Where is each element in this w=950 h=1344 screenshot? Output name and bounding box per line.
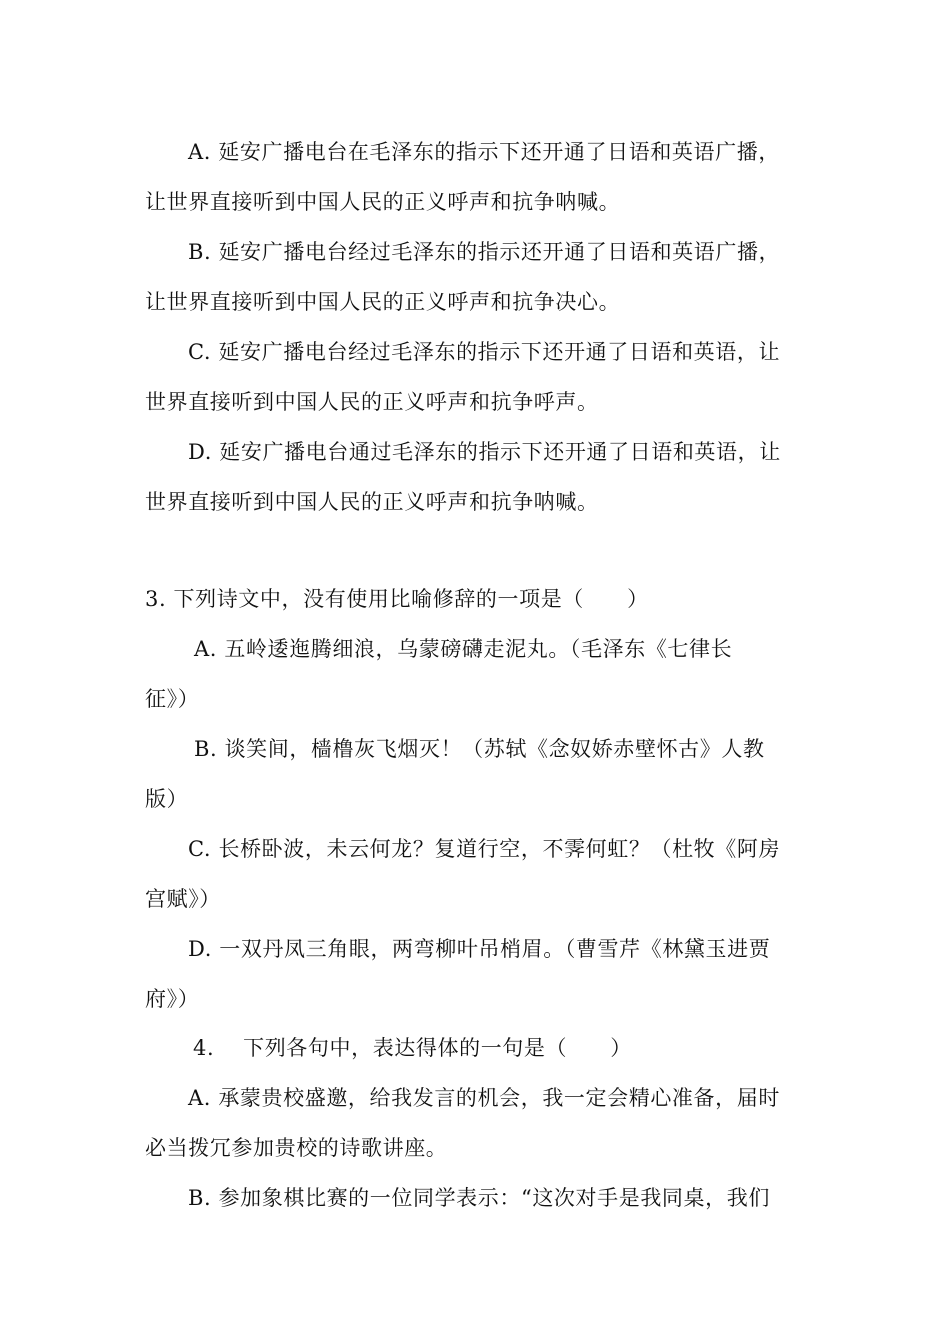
q2-option-a-line2: 让世界直接听到中国人民的正义呼声和抗争呐喊。 xyxy=(145,190,621,214)
q3-option-d-line2: 府》） xyxy=(145,987,200,1011)
q2-option-b-line2: 让世界直接听到中国人民的正义呼声和抗争决心。 xyxy=(145,290,621,314)
q3-stem: 3. 下列诗文中，没有使用比喻修辞的一项是（ ） xyxy=(145,587,649,611)
q2-option-c-line1: C. 延安广播电台经过毛泽东的指示下还开通了日语和英语，让 xyxy=(188,340,781,364)
q2-option-d-line1: D. 延安广播电台通过毛泽东的指示下还开通了日语和英语，让 xyxy=(188,440,781,464)
q4-option-a-line2: 必当拨冗参加贵校的诗歌讲座。 xyxy=(145,1136,448,1160)
q3-option-b-line1: B. 谈笑间，樯橹灰飞烟灭！（苏轼《念奴娇赤壁怀古》人教 xyxy=(194,737,765,761)
q3-option-b-line2: 版） xyxy=(145,787,189,811)
q3-option-d-line1: D. 一双丹凤三角眼，两弯柳叶吊梢眉。（曹雪芹《林黛玉进贾 xyxy=(188,937,771,961)
q2-option-d-line2: 世界直接听到中国人民的正义呼声和抗争呐喊。 xyxy=(145,490,599,514)
q3-option-a-line2: 征》） xyxy=(145,687,200,711)
q2-option-b-line1: B. 延安广播电台经过毛泽东的指示还开通了日语和英语广播， xyxy=(188,240,781,264)
q4-stem: 4. 下列各句中，表达得体的一句是（ ） xyxy=(193,1036,632,1060)
q4-option-a-line1: A. 承蒙贵校盛邀，给我发言的机会，我一定会精心准备，届时 xyxy=(188,1086,780,1110)
q2-option-a-line1: A. 延安广播电台在毛泽东的指示下还开通了日语和英语广播， xyxy=(188,140,780,164)
q4-option-b-line1: B. 参加象棋比赛的一位同学表示：“这次对手是我同桌，我们 xyxy=(188,1186,770,1210)
q3-option-c-line2: 宫赋》） xyxy=(145,887,221,911)
q2-option-c-line2: 世界直接听到中国人民的正义呼声和抗争呼声。 xyxy=(145,390,599,414)
q3-option-c-line1: C. 长桥卧波，未云何龙？复道行空，不霁何虹？（杜牧《阿房 xyxy=(188,837,781,861)
q3-option-a-line1: A. 五岭逶迤腾细浪，乌蒙磅礴走泥丸。（毛泽东《七律长 xyxy=(194,637,733,661)
